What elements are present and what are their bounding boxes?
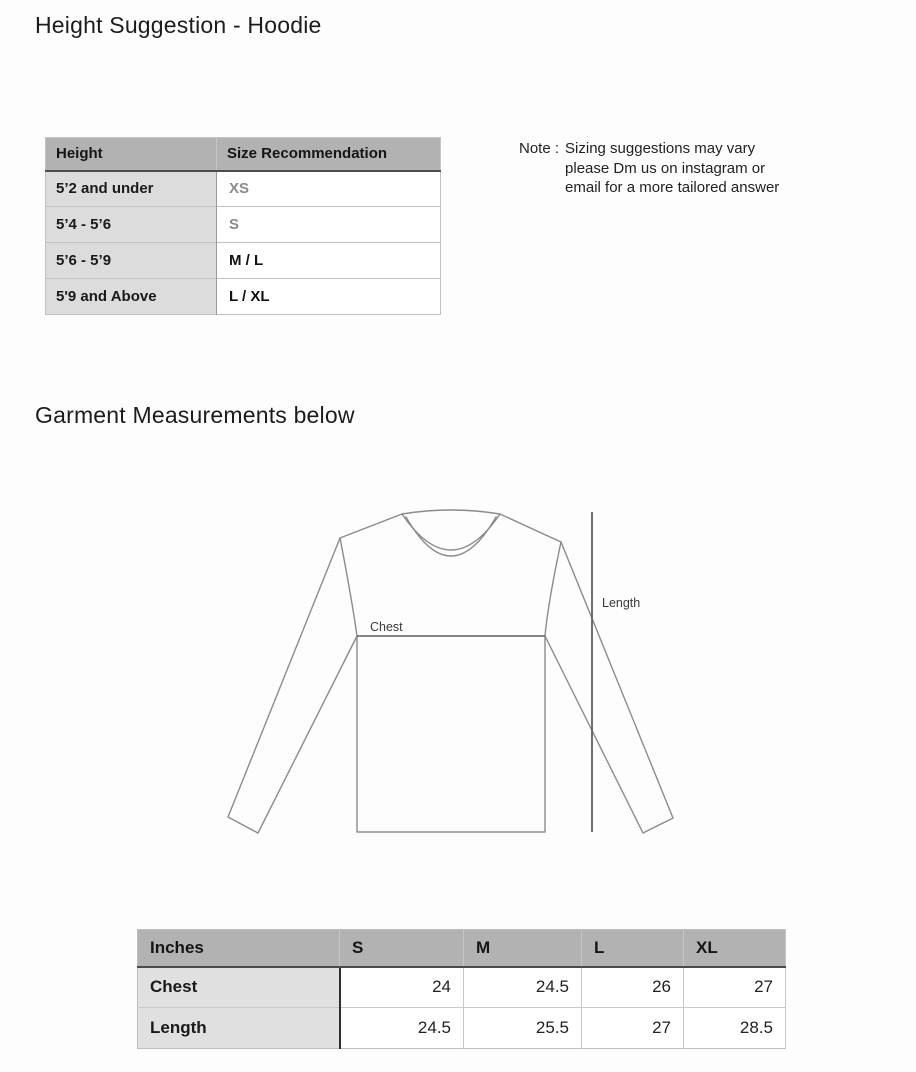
page-title: Height Suggestion - Hoodie: [35, 12, 322, 38]
height-suggestion-table: [45, 137, 441, 315]
left-armhole-seam: [340, 538, 357, 636]
note-text: [565, 139, 779, 198]
table-header-row: [138, 930, 786, 967]
chest-value-l: 26: [582, 967, 684, 1008]
height-range-cell: 5’4 - 5’6: [46, 207, 217, 243]
length-value-s: 24.5: [340, 1008, 464, 1049]
length-value-m: 25.5: [464, 1008, 582, 1049]
chest-label: Chest: [370, 620, 403, 634]
note-line: email for a more tailored answer: [565, 179, 780, 196]
garment-diagram: [225, 505, 691, 847]
height-range-cell: 5'9 and Above: [46, 279, 217, 315]
right-armhole-seam: [545, 542, 561, 636]
left-sleeve: [228, 538, 357, 833]
size-recommendation-cell: S: [217, 207, 441, 243]
column-header-size-s: S: [340, 930, 464, 967]
length-label: Length: [602, 596, 641, 610]
size-recommendation-cell: L / XL: [217, 279, 441, 315]
right-sleeve: [545, 542, 673, 833]
collar-outer-line: [402, 514, 500, 550]
chest-value-xl: 27: [684, 967, 786, 1008]
size-recommendation-cell: M / L: [217, 243, 441, 279]
column-header-size-recommendation: Size Recommendation: [217, 138, 441, 171]
length-value-xl: 28.5: [684, 1008, 786, 1049]
note-label: Note :: [519, 140, 560, 157]
table-row: [46, 243, 441, 279]
sizing-note: [519, 139, 779, 198]
body-outline: [357, 636, 545, 832]
table-row: [46, 279, 441, 315]
measurement-label-length: Length: [138, 1008, 340, 1049]
table-row: [46, 171, 441, 207]
length-value-l: 27: [582, 1008, 684, 1049]
right-shoulder-line: [500, 514, 561, 542]
table-row-chest: [138, 967, 786, 1008]
size-recommendation-cell: XS: [217, 171, 441, 207]
section-title-garment-measurements: Garment Measurements below: [35, 402, 355, 428]
garment-measurements-table: [137, 929, 786, 1049]
column-header-inches: Inches: [138, 930, 340, 967]
note-line: please Dm us on instagram or: [565, 159, 766, 177]
height-range-cell: 5’2 and under: [46, 171, 217, 207]
column-header-size-l: L: [582, 930, 684, 967]
column-header-size-m: M: [464, 930, 582, 967]
table-row-length: [138, 1008, 786, 1049]
shirt-drawing: [225, 505, 691, 847]
chest-value-m: 24.5: [464, 967, 582, 1008]
chest-value-s: 24: [340, 967, 464, 1008]
table-row: [46, 207, 441, 243]
column-header-size-xl: XL: [684, 930, 786, 967]
column-header-height: Height: [46, 138, 217, 171]
collar-top-line: [402, 510, 500, 514]
left-shoulder-line: [340, 514, 402, 538]
height-range-cell: 5’6 - 5’9: [46, 243, 217, 279]
note-line: Sizing suggestions may vary: [565, 140, 756, 157]
table-header-row: [46, 138, 441, 171]
measurement-label-chest: Chest: [138, 967, 340, 1008]
